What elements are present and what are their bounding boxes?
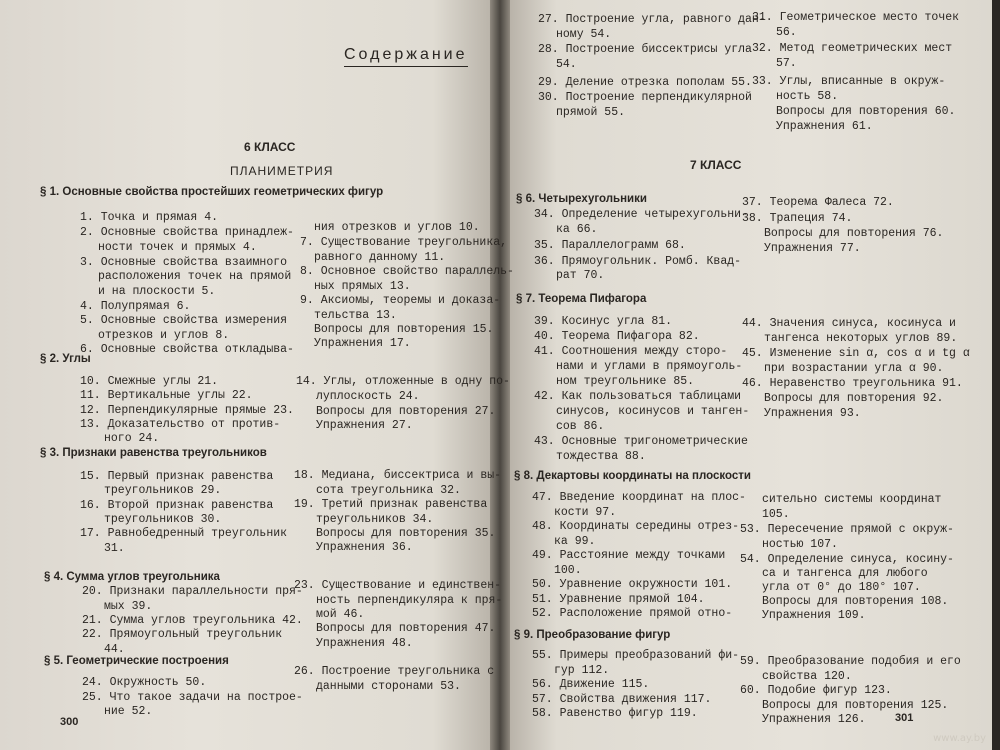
toc-entry: 13. Доказательство от против-	[80, 418, 281, 431]
toc-entry: ных прямых 13.	[314, 280, 411, 293]
toc-entry: 18. Медиана, биссектриса и вы-	[294, 469, 502, 482]
toc-entry: свойства 120.	[762, 670, 852, 683]
toc-entry: 26. Построение треугольника с	[294, 665, 495, 678]
toc-entry: Упражнения 48.	[316, 637, 413, 650]
toc-entry: угла от 0° до 180° 107.	[762, 581, 921, 594]
toc-entry: 37. Теорема Фалеса 72.	[742, 196, 894, 209]
toc-entry: 46. Неравенство треугольника 91.	[742, 377, 963, 390]
toc-entry: 57.	[776, 57, 797, 70]
toc-entry: 28. Построение биссектрисы угла	[538, 43, 752, 56]
toc-entry: равного данному 11.	[314, 251, 446, 264]
toc-entry: гур 112.	[554, 664, 610, 677]
toc-entry: 58. Равенство фигур 119.	[532, 707, 698, 720]
toc-entry: 57. Свойства движения 117.	[532, 693, 712, 706]
toc-entry: 60. Подобие фигур 123.	[740, 684, 892, 697]
toc-entry: 19. Третий признак равенства	[294, 498, 488, 511]
toc-section-heading: § 5. Геометрические построения	[44, 655, 229, 667]
toc-entry: ному 54.	[556, 28, 612, 41]
toc-entry: 23. Существование и единствен-	[294, 579, 502, 592]
toc-entry: сительно системы координат	[762, 493, 942, 506]
toc-entry: Вопросы для повторения 47.	[316, 622, 496, 635]
toc-entry: Упражнения 27.	[316, 419, 413, 432]
toc-entry: 54. Определение синуса, косину-	[740, 553, 954, 566]
toc-entry: 42. Как пользоваться таблицами	[534, 390, 742, 403]
toc-entry: 43. Основные тригонометрические	[534, 435, 748, 448]
toc-entry: при возрастании угла α 90.	[764, 362, 944, 375]
toc-entry: 50. Уравнение окружности 101.	[532, 578, 733, 591]
grade-6-heading: 6 КЛАСС	[244, 140, 296, 154]
toc-entry: Вопросы для повторения 92.	[764, 392, 944, 405]
toc-entry: синусов, косинусов и танген-	[556, 405, 750, 418]
toc-entry: ка 66.	[556, 223, 598, 236]
toc-entry: 32. Метод геометрических мест	[752, 42, 953, 55]
toc-entry: 4. Полупрямая 6.	[80, 300, 191, 313]
toc-entry: тангенса некоторых углов 89.	[764, 332, 958, 345]
toc-entry: луплоскость 24.	[316, 390, 420, 403]
toc-entry: Вопросы для повторения 60.	[776, 105, 956, 118]
toc-entry: 44. Значения синуса, косинуса и	[742, 317, 956, 330]
toc-entry: 10. Смежные углы 21.	[80, 375, 219, 388]
toc-entry: Упражнения 109.	[762, 609, 866, 622]
toc-entry: 5. Основные свойства измерения	[80, 314, 288, 327]
toc-entry: 3. Основные свойства взаимного	[80, 256, 288, 269]
toc-entry: 21. Сумма углов треугольника 42.	[82, 614, 303, 627]
toc-entry: 24. Окружность 50.	[82, 676, 207, 689]
toc-entry: и на плоскости 5.	[98, 285, 216, 298]
toc-entry: 22. Прямоугольный треугольник	[82, 628, 283, 641]
toc-entry: 45. Изменение sin α, cos α и tg α	[742, 347, 970, 360]
toc-section-heading: § 2. Углы	[40, 353, 91, 365]
toc-entry: 16. Второй признак равенства	[80, 499, 274, 512]
toc-section-heading: § 8. Декартовы координаты на плоскости	[514, 470, 751, 482]
toc-entry: данными сторонами 53.	[316, 680, 461, 693]
toc-entry: 27. Построение угла, равного дан-	[538, 13, 766, 26]
toc-entry: ном треугольнике 85.	[556, 375, 695, 388]
contents-title: Содержание	[344, 46, 468, 67]
toc-entry: 49. Расстояние между точками	[532, 549, 726, 562]
toc-section-heading: § 4. Сумма углов треугольника	[44, 571, 220, 583]
toc-entry: 25. Что такое задачи на построе-	[82, 691, 303, 704]
toc-entry: треугольников 34.	[316, 513, 434, 526]
toc-section-heading: § 7. Теорема Пифагора	[516, 293, 647, 305]
left-page-number: 300	[60, 716, 79, 728]
toc-section-heading: § 9. Преобразование фигур	[514, 629, 671, 641]
right-page-number: 301	[895, 712, 914, 724]
toc-entry: 52. Расположение прямой отно-	[532, 607, 733, 620]
toc-entry: 2. Основные свойства принадлеж-	[80, 226, 294, 239]
toc-entry: Упражнения 126.	[762, 713, 866, 726]
toc-entry: рат 70.	[556, 269, 605, 282]
toc-entry: отрезков и углов 8.	[98, 329, 230, 342]
toc-entry: Вопросы для повторения 15.	[314, 323, 494, 336]
toc-entry: 59. Преобразование подобия и его	[740, 655, 961, 668]
toc-entry: Упражнения 61.	[776, 120, 873, 133]
grade-7-heading: 7 КЛАСС	[690, 158, 742, 172]
toc-entry: 54.	[556, 58, 577, 71]
toc-entry: прямой 55.	[556, 106, 626, 119]
toc-entry: тельства 13.	[314, 309, 397, 322]
toc-entry: треугольников 30.	[104, 513, 222, 526]
toc-entry: 29. Деление отрезка пополам 55.	[538, 76, 752, 89]
toc-entry: 9. Аксиомы, теоремы и доказа-	[300, 294, 501, 307]
toc-entry: 33. Углы, вписанные в окруж-	[752, 75, 946, 88]
toc-entry: 7. Существование треугольника,	[300, 236, 508, 249]
toc-entry: ние 52.	[104, 705, 153, 718]
toc-entry: Упражнения 93.	[764, 407, 861, 420]
toc-entry: ность перпендикуляра к пря-	[316, 594, 503, 607]
toc-entry: Упражнения 77.	[764, 242, 861, 255]
toc-section-heading: § 6. Четырехугольники	[516, 193, 647, 205]
toc-entry: сов 86.	[556, 420, 605, 433]
toc-entry: 39. Косинус угла 81.	[534, 315, 673, 328]
toc-entry: Вопросы для повторения 108.	[762, 595, 949, 608]
toc-entry: ности точек и прямых 4.	[98, 241, 257, 254]
toc-entry: 51. Уравнение прямой 104.	[532, 593, 705, 606]
toc-entry: ного 24.	[104, 432, 160, 445]
toc-entry: 35. Параллелограмм 68.	[534, 239, 686, 252]
toc-entry: 17. Равнобедренный треугольник	[80, 527, 288, 540]
page-edge	[992, 0, 1000, 750]
toc-section-heading: § 3. Признаки равенства треугольников	[40, 447, 267, 459]
toc-entry: расположения точек на прямой	[98, 270, 292, 283]
toc-entry: ностью 107.	[762, 538, 838, 551]
planimetry-heading: ПЛАНИМЕТРИЯ	[230, 164, 334, 178]
toc-entry: 8. Основное свойство параллель-	[300, 265, 514, 278]
toc-entry: Упражнения 17.	[314, 337, 411, 350]
toc-entry: 47. Введение координат на плос-	[532, 491, 746, 504]
toc-entry: 55. Примеры преобразований фи-	[532, 649, 740, 662]
toc-entry: 6. Основные свойства откладыва-	[80, 343, 294, 356]
toc-entry: 1. Точка и прямая 4.	[80, 211, 219, 224]
toc-entry: ния отрезков и углов 10.	[314, 221, 480, 234]
toc-entry: 40. Теорема Пифагора 82.	[534, 330, 700, 343]
toc-entry: 14. Углы, отложенные в одну по-	[296, 375, 510, 388]
toc-entry: 105.	[762, 508, 790, 521]
toc-entry: Вопросы для повторения 27.	[316, 405, 496, 418]
toc-entry: треугольников 29.	[104, 484, 222, 497]
toc-entry: мых 39.	[104, 600, 153, 613]
toc-entry: нами и углами в прямоуголь-	[556, 360, 743, 373]
toc-entry: Вопросы для повторения 125.	[762, 699, 949, 712]
toc-entry: ность 58.	[776, 90, 839, 103]
toc-entry: сота треугольника 32.	[316, 484, 461, 497]
watermark: www.ay.by	[933, 733, 986, 744]
toc-entry: 20. Признаки параллельности пря-	[82, 585, 303, 598]
toc-entry: са и тангенса для любого	[762, 567, 928, 580]
toc-entry: 41. Соотношения между сторо-	[534, 345, 728, 358]
toc-entry: Упражнения 36.	[316, 541, 413, 554]
toc-entry: 53. Пересечение прямой с окруж-	[740, 523, 954, 536]
toc-entry: 34. Определение четырехугольни-	[534, 208, 748, 221]
toc-entry: 48. Координаты середины отрез-	[532, 520, 740, 533]
toc-entry: 31.	[104, 542, 125, 555]
toc-entry: 56. Движение 115.	[532, 678, 650, 691]
toc-section-heading: § 1. Основные свойства простейших геометрических фигур	[40, 186, 384, 198]
toc-entry: ка 99.	[554, 535, 596, 548]
toc-entry: 44.	[104, 643, 125, 656]
toc-entry: 36. Прямоугольник. Ромб. Квад-	[534, 255, 742, 268]
toc-entry: Вопросы для повторения 76.	[764, 227, 944, 240]
toc-entry: Вопросы для повторения 35.	[316, 527, 496, 540]
toc-entry: 12. Перпендикулярные прямые 23.	[80, 404, 294, 417]
toc-entry: 31. Геометрическое место точек	[752, 11, 960, 24]
toc-entry: тождества 88.	[556, 450, 646, 463]
toc-entry: 15. Первый признак равенства	[80, 470, 274, 483]
toc-entry: 100.	[554, 564, 582, 577]
toc-entry: 11. Вертикальные углы 22.	[80, 389, 253, 402]
toc-entry: 30. Построение перпендикулярной	[538, 91, 752, 104]
toc-entry: 56.	[776, 26, 797, 39]
toc-entry: кости 97.	[554, 506, 617, 519]
toc-entry: 38. Трапеция 74.	[742, 212, 853, 225]
toc-entry: мой 46.	[316, 608, 365, 621]
